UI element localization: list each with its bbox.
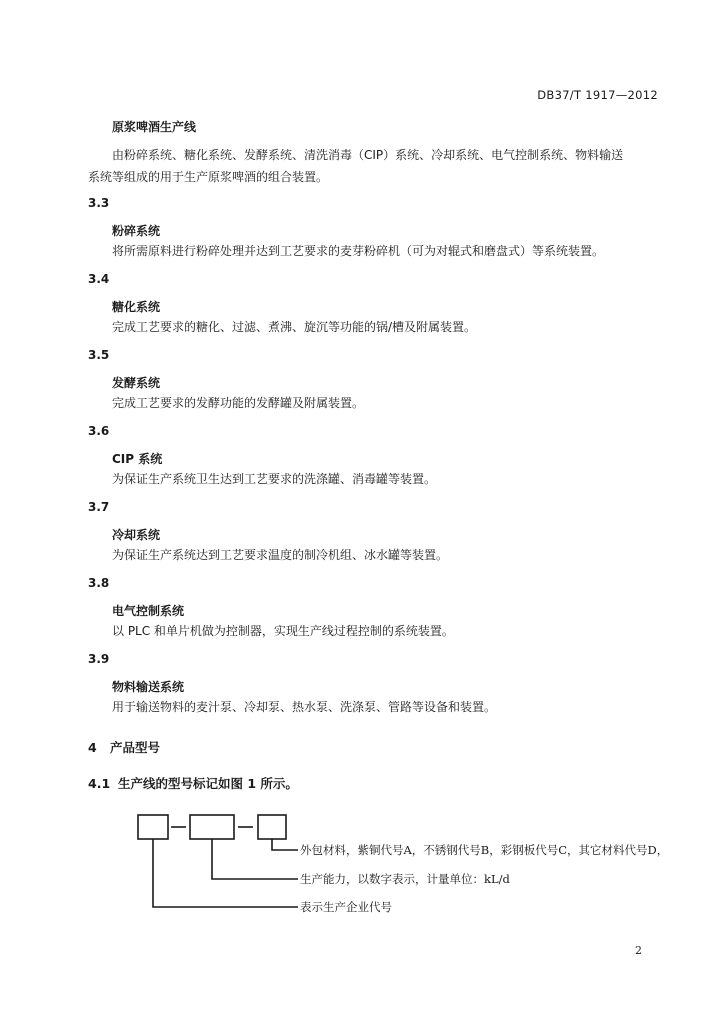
term-title-3-5: 发酵系统 (112, 376, 161, 390)
term-title-3-6: CIP 系统 (112, 452, 163, 466)
box-capacity (190, 815, 234, 839)
chapter-number: 4 (88, 740, 97, 755)
clause-number-3-5: 3.5 (88, 348, 110, 362)
page-number: 2 (635, 944, 642, 957)
term-title-3-8: 电气控制系统 (112, 604, 185, 618)
term-definition-3-5: 完成工艺要求的发酵功能的发酵罐及附属装置。 (112, 396, 365, 410)
leader-capacity (212, 839, 298, 879)
term-definition-line2: 系统等组成的用于生产原浆啤酒的组合装置。 (88, 170, 329, 184)
term-title-3-3: 粉碎系统 (112, 224, 161, 238)
term-definition-3-7: 为保证生产系统达到工艺要求温度的制冷机组、冰水罐等装置。 (112, 548, 449, 562)
term-title-3-7: 冷却系统 (112, 528, 161, 542)
term-definition-line1: 由粉碎系统、糖化系统、发酵系统、清洗消毒（CIP）系统、冷却系统、电气控制系统、物料输送 (112, 148, 624, 162)
clause-number-3-3: 3.3 (88, 196, 110, 210)
chapter-title: 产品型号 (110, 740, 161, 755)
term-definition-3-3: 将所需原料进行粉碎处理并达到工艺要求的麦芽粉碎机（可为对辊式和磨盘式）等系统装置。 (112, 244, 605, 258)
label-capacity: 生产能力，以数字表示，计量单位：kL/d (300, 872, 510, 886)
clause-number-3-9: 3.9 (88, 652, 110, 666)
clause-number-3-7: 3.7 (88, 500, 110, 514)
term-definition-3-9: 用于输送物料的麦汁泵、冷却泵、热水泵、洗涤泵、管路等设备和装置。 (112, 700, 497, 714)
box-material (258, 815, 286, 839)
clause-number-3-4: 3.4 (88, 272, 110, 286)
clause-number-4-1: 4.1 (88, 776, 111, 791)
term-title-production-line: 原浆啤酒生产线 (112, 120, 197, 134)
document-code: DB37/T 1917—2012 (537, 88, 658, 102)
clause-text-4-1: 生产线的型号标记如图 1 所示。 (118, 776, 298, 791)
box-enterprise-code (138, 815, 168, 839)
leader-material (272, 839, 298, 850)
clause-number-3-6: 3.6 (88, 424, 110, 438)
label-enterprise-code: 表示生产企业代号 (300, 900, 392, 914)
clause-number-3-8: 3.8 (88, 576, 110, 590)
term-title-3-4: 糖化系统 (112, 300, 161, 314)
term-title-3-9: 物料输送系统 (112, 680, 185, 694)
term-definition-3-4: 完成工艺要求的糖化、过滤、煮沸、旋沉等功能的锅/槽及附属装置。 (112, 320, 477, 334)
term-definition-3-8: 以 PLC 和单片机做为控制器，实现生产线过程控制的系统装置。 (112, 624, 454, 638)
term-definition-3-6: 为保证生产系统卫生达到工艺要求的洗涤罐、消毒罐等装置。 (112, 472, 437, 486)
label-material-code: 外包材料，紫铜代号A，不锈钢代号B，彩钢板代号C，其它材料代号D， (300, 843, 669, 857)
